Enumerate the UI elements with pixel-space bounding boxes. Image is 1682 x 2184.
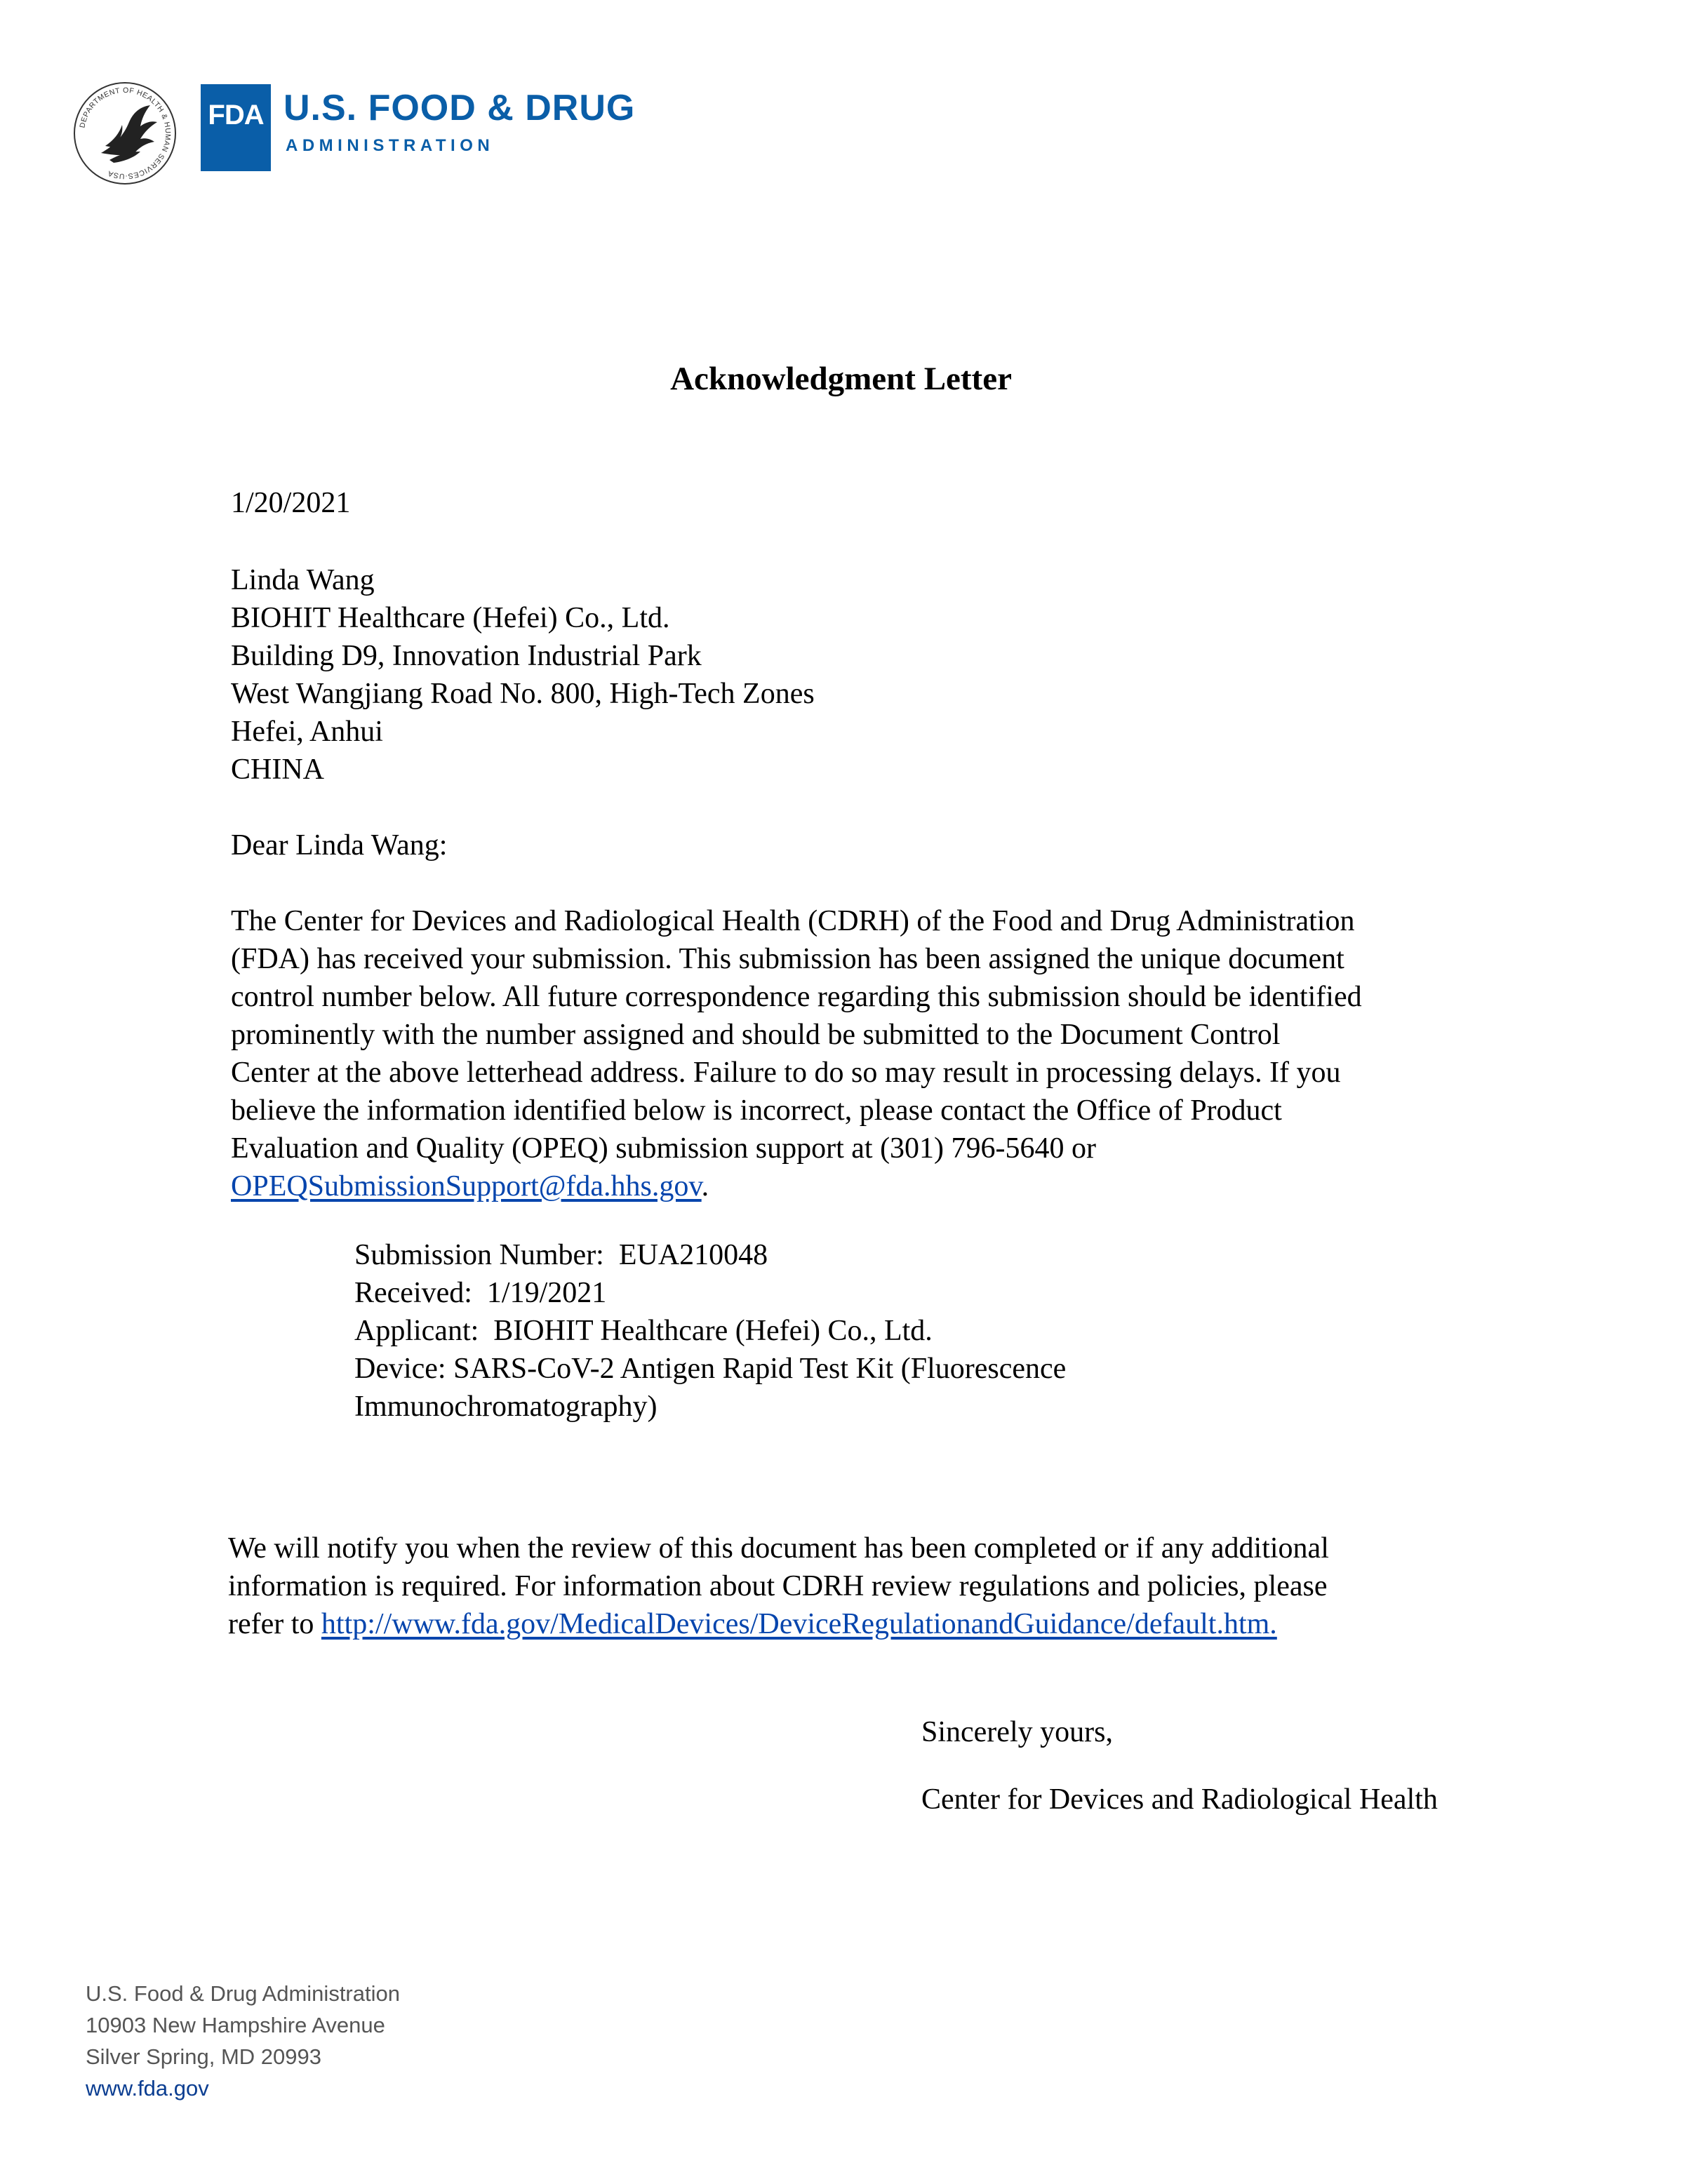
applicant-label: Applicant: — [354, 1315, 479, 1347]
fda-logo-badge — [201, 84, 271, 171]
recipient-line: Hefei, Anhui — [231, 716, 383, 748]
paragraph-line: Evaluation and Quality (OPEQ) submission support at (301) 796-5640 or — [231, 1132, 1097, 1165]
hhs-eagle-seal-icon — [73, 81, 177, 185]
refer-prefix: refer to — [228, 1608, 321, 1640]
footer-street: 10903 New Hampshire Avenue — [86, 2013, 385, 2037]
device-value-continued: Immunochromatography) — [354, 1391, 658, 1423]
paragraph-line: We will notify you when the review of this document has been completed or if any additional — [228, 1532, 1329, 1565]
letter-date: 1/20/2021 — [231, 487, 351, 519]
signature: Center for Devices and Radiological Health — [921, 1783, 1438, 1816]
device-value: SARS-CoV-2 Antigen Rapid Test Kit (Fluorescence — [453, 1353, 1067, 1385]
agency-subtitle: ADMINISTRATION — [286, 136, 495, 155]
salutation: Dear Linda Wang: — [231, 829, 448, 862]
received-row — [354, 1274, 606, 1312]
paragraph-line: (FDA) has received your submission. This submission has been assigned the unique document — [231, 943, 1344, 975]
paragraph-line: Center at the above letterhead address. Failure to do so may result in processing delays. If you — [231, 1057, 1341, 1089]
paragraph-line: believe the information identified below is incorrect, please contact the Office of Product — [231, 1094, 1282, 1127]
letter-title: Acknowledgment Letter — [670, 361, 1012, 397]
paragraph-line: The Center for Devices and Radiological Health (CDRH) of the Food and Drug Administration — [231, 905, 1355, 937]
paragraph-line: control number below. All future correspondence regarding this submission should be identified — [231, 981, 1362, 1013]
svg-text:DEPARTMENT OF HEALTH & HUMAN S: DEPARTMENT OF HEALTH & HUMAN SERVICES·USA — [78, 86, 173, 181]
paragraph-line: prominently with the number assigned and should be submitted to the Document Control — [231, 1019, 1281, 1051]
submission-number-value: EUA210048 — [618, 1239, 768, 1271]
url-line — [228, 1605, 1277, 1643]
fda-logo-text: FDA — [208, 100, 264, 130]
submission-number-row — [354, 1236, 768, 1274]
received-label: Received: — [354, 1277, 472, 1309]
submission-number-label: Submission Number: — [354, 1239, 604, 1271]
footer-city: Silver Spring, MD 20993 — [86, 2044, 321, 2069]
email-line — [231, 1167, 709, 1205]
recipient-line: BIOHIT Healthcare (Hefei) Co., Ltd. — [231, 602, 670, 634]
device-label: Device: — [354, 1353, 446, 1385]
email-suffix: . — [701, 1170, 709, 1202]
agency-name: U.S. FOOD & DRUG — [283, 88, 636, 128]
recipient-line: Linda Wang — [231, 564, 375, 596]
received-value: 1/19/2021 — [486, 1277, 607, 1309]
applicant-row — [354, 1312, 933, 1350]
recipient-line: Building D9, Innovation Industrial Park — [231, 640, 702, 672]
device-row — [354, 1350, 1066, 1388]
footer-agency-name: U.S. Food & Drug Administration — [86, 1981, 400, 2006]
regulations-link[interactable]: http://www.fda.gov/MedicalDevices/DeviceRegulationandGuidance/default.htm. — [321, 1608, 1277, 1640]
applicant-value: BIOHIT Healthcare (Hefei) Co., Ltd. — [493, 1315, 933, 1347]
footer-website-link[interactable]: www.fda.gov — [86, 2076, 209, 2101]
closing: Sincerely yours, — [921, 1716, 1113, 1748]
recipient-line: West Wangjiang Road No. 800, High-Tech Zones — [231, 678, 815, 710]
support-email-link[interactable]: OPEQSubmissionSupport@fda.hhs.gov — [231, 1170, 702, 1202]
recipient-line: CHINA — [231, 753, 324, 786]
paragraph-line: information is required. For information about CDRH review regulations and policies, please — [228, 1570, 1328, 1602]
